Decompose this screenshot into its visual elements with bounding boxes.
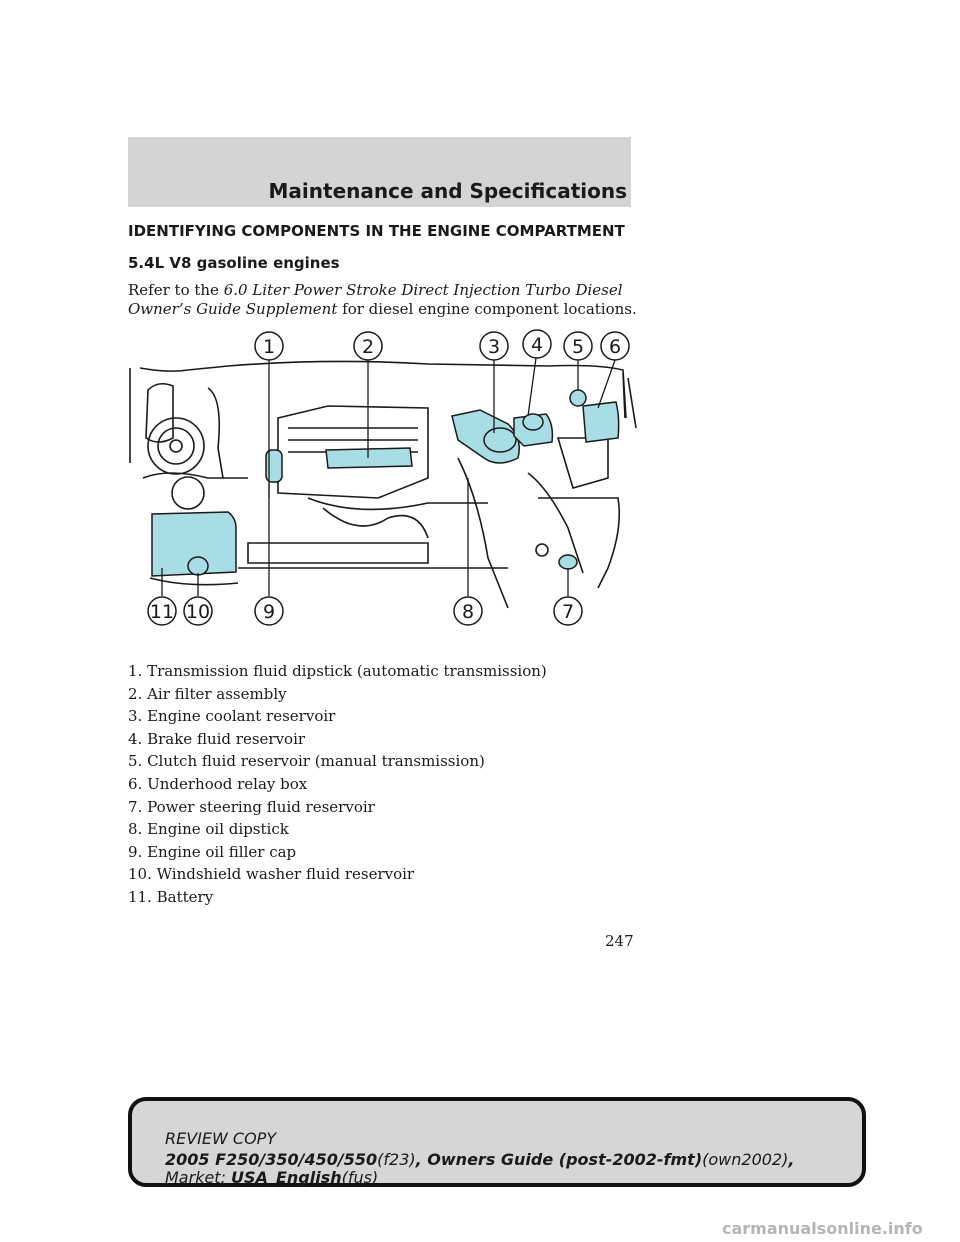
review-copy-label: REVIEW COPY bbox=[165, 1129, 277, 1148]
legend-item: 7. Power steering fluid reservoir bbox=[128, 797, 375, 816]
air-filter-assembly bbox=[326, 448, 412, 468]
legend-item: 11. Battery bbox=[128, 887, 214, 906]
review-market-label: Market: bbox=[165, 1168, 232, 1187]
header-band bbox=[128, 137, 631, 207]
intro-prefix: Refer to the bbox=[128, 281, 224, 299]
page-section-title: Maintenance and Specifications bbox=[268, 179, 627, 203]
washer-reservoir-cap bbox=[188, 557, 208, 575]
review-guide-code: (own2002) bbox=[702, 1150, 789, 1169]
callout-3: 3 bbox=[487, 336, 501, 358]
review-model-code: (f23) bbox=[377, 1150, 416, 1169]
engine-subheading: 5.4L V8 gasoline engines bbox=[128, 254, 340, 272]
callout-11: 11 bbox=[149, 601, 175, 623]
legend-item: 1. Transmission fluid dipstick (automatic transmission) bbox=[128, 662, 547, 680]
intro-paragraph bbox=[128, 281, 638, 319]
legend-item: 9. Engine oil filler cap bbox=[128, 842, 297, 861]
intro-suffix: for diesel engine component locations. bbox=[337, 300, 637, 318]
review-market-code: (fus) bbox=[341, 1168, 379, 1187]
section-heading: IDENTIFYING COMPONENTS IN THE ENGINE COMPARTMENT bbox=[128, 222, 625, 240]
page-number: 247 bbox=[605, 932, 634, 950]
review-market: USA_English bbox=[231, 1168, 342, 1187]
callout-6: 6 bbox=[608, 336, 622, 358]
underhood-relay-box bbox=[583, 402, 619, 442]
callout-9: 9 bbox=[262, 601, 276, 623]
review-sep-2: , bbox=[788, 1150, 795, 1169]
callout-7: 7 bbox=[561, 601, 575, 623]
legend-item: 10. Windshield washer fluid reservoir bbox=[128, 865, 415, 884]
review-model: 2005 F250/350/450/550 bbox=[165, 1150, 378, 1169]
callout-10: 10 bbox=[185, 601, 211, 623]
legend-item: 2. Air filter assembly bbox=[128, 684, 287, 703]
callout-1: 1 bbox=[262, 336, 276, 358]
review-doc-line bbox=[165, 1150, 794, 1169]
callout-8: 8 bbox=[461, 601, 475, 623]
engine-compartment-diagram bbox=[128, 328, 638, 636]
power-steering-reservoir bbox=[559, 555, 577, 569]
review-market-line bbox=[165, 1168, 378, 1187]
legend-item: 6. Underhood relay box bbox=[128, 774, 308, 793]
legend-item: 4. Brake fluid reservoir bbox=[128, 729, 306, 748]
review-copy-box bbox=[128, 1097, 866, 1187]
legend-item: 3. Engine coolant reservoir bbox=[128, 707, 336, 726]
review-guide: Owners Guide (post-2002-fmt) bbox=[427, 1150, 703, 1169]
legend-item: 8. Engine oil dipstick bbox=[128, 820, 289, 839]
watermark-text: carmanualsonline.info bbox=[722, 1219, 923, 1238]
callout-5: 5 bbox=[571, 336, 585, 358]
callout-4: 4 bbox=[530, 334, 544, 356]
callout-2: 2 bbox=[361, 336, 375, 358]
supplement-reference: 6.0 Liter Power Stroke Direct Injection Turbo Diesel Owner’s Guide Supplement bbox=[128, 281, 623, 318]
legend-item: 5. Clutch fluid reservoir (manual transmission) bbox=[128, 752, 485, 771]
clutch-fluid-reservoir bbox=[570, 390, 586, 406]
component-legend bbox=[128, 660, 547, 909]
review-sep-1: , bbox=[415, 1150, 428, 1169]
